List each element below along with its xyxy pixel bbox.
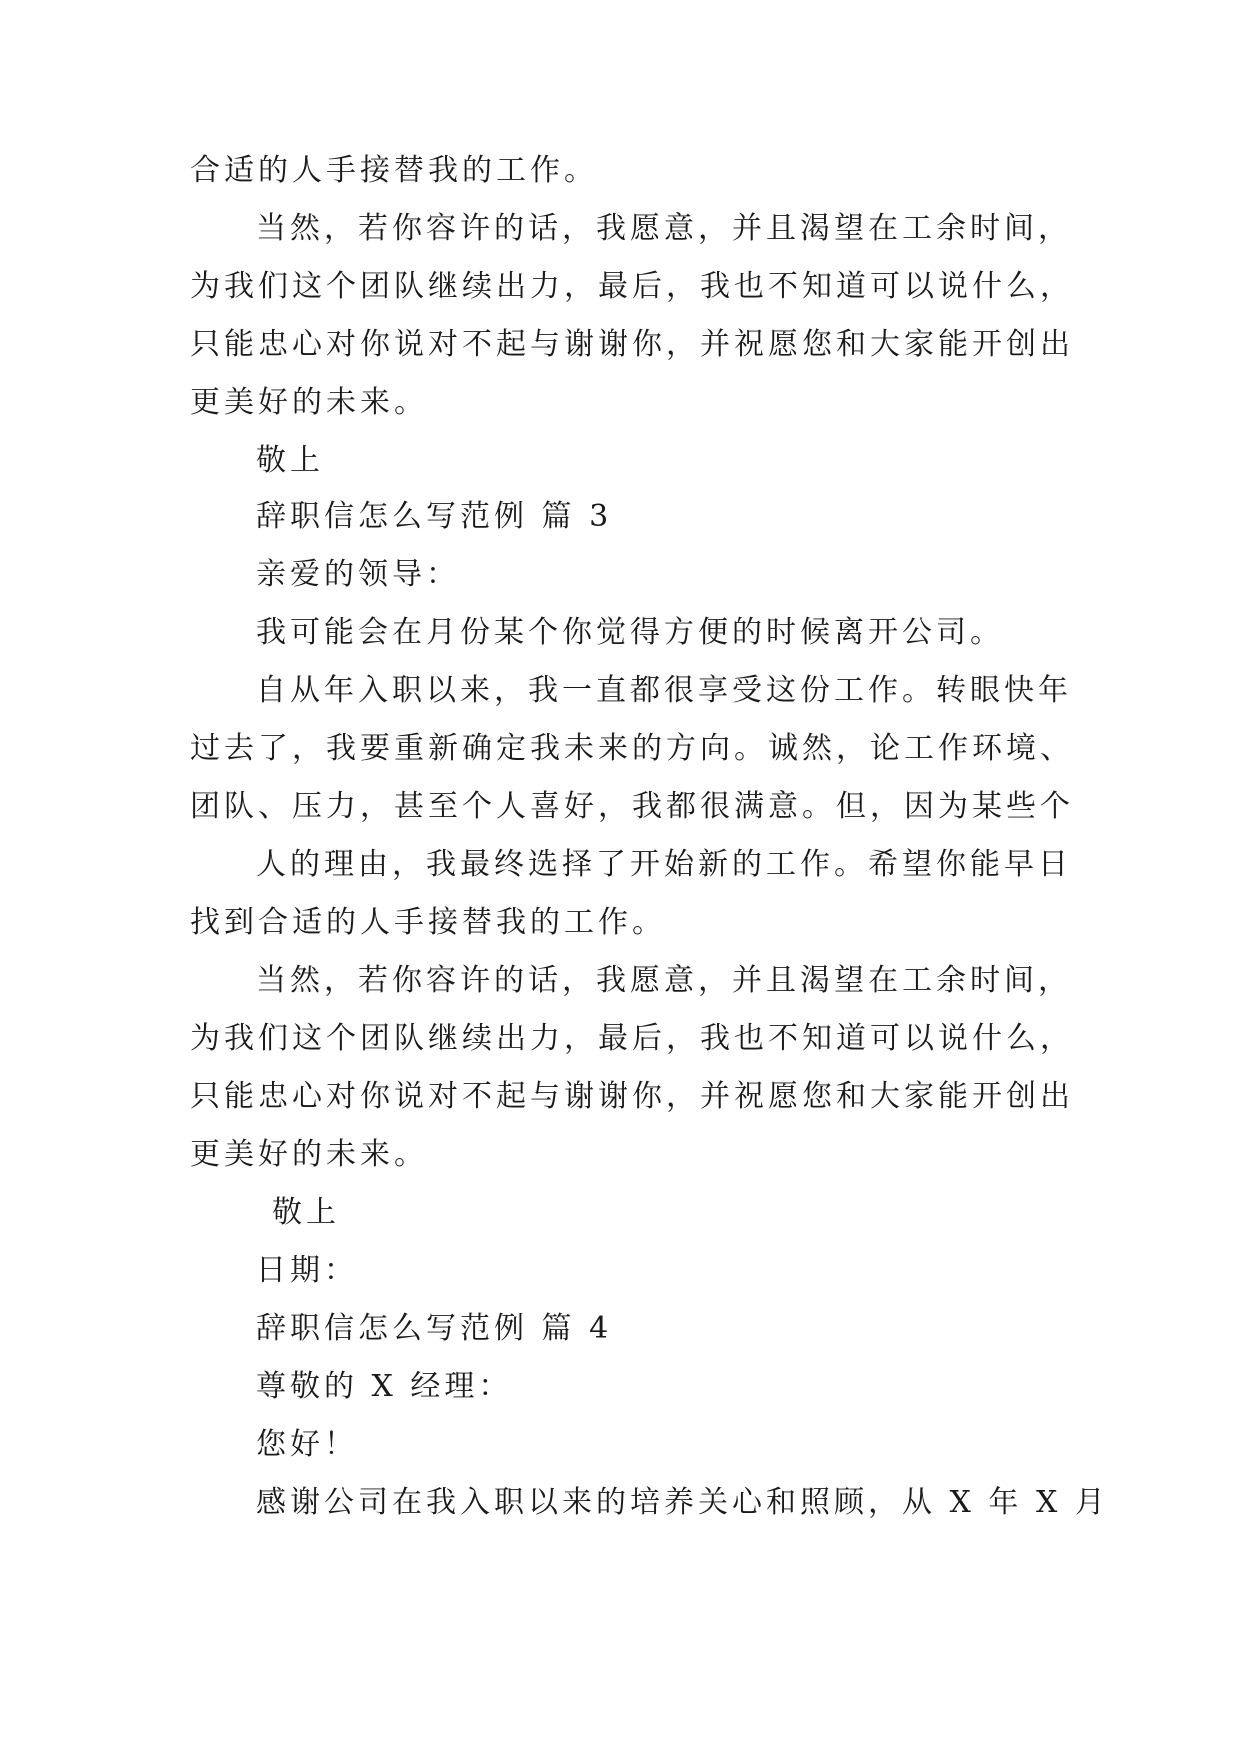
salutation: 尊敬的 X 经理： [256, 1369, 513, 1404]
paragraph-line: 当然，若你容许的话，我愿意，并且渴望在工余时间， [256, 963, 1072, 998]
paragraph-line: 合适的人手接替我的工作。 [190, 153, 598, 188]
salutation: 亲爱的领导： [256, 557, 460, 592]
paragraph-line: 只能忠心对你说对不起与谢谢你，并祝愿您和大家能开创出 [190, 1079, 1074, 1114]
section-heading: 辞职信怎么写范例 篇 4 [256, 1311, 613, 1346]
paragraph-line: 我可能会在月份某个你觉得方便的时候离开公司。 [256, 615, 1004, 650]
date-line: 日期： [256, 1253, 358, 1288]
greeting: 您好！ [256, 1427, 358, 1462]
paragraph-line: 当然，若你容许的话，我愿意，并且渴望在工余时间， [256, 211, 1072, 246]
paragraph-line: 为我们这个团队继续出力，最后，我也不知道可以说什么， [190, 269, 1074, 304]
closing-line: 敬上 [272, 1195, 340, 1230]
paragraph-line: 自从年入职以来，我一直都很享受这份工作。转眼快年 [256, 673, 1072, 708]
paragraph-line: 团队、压力，甚至个人喜好，我都很满意。但，因为某些个 [190, 789, 1074, 824]
closing-line: 敬上 [256, 443, 324, 478]
section-heading: 辞职信怎么写范例 篇 3 [256, 499, 613, 534]
paragraph-line: 感谢公司在我入职以来的培养关心和照顾，从 X 年 X 月 [256, 1485, 1109, 1520]
paragraph-line: 找到合适的人手接替我的工作。 [190, 905, 666, 940]
paragraph-line: 为我们这个团队继续出力，最后，我也不知道可以说什么， [190, 1021, 1074, 1056]
paragraph-line: 更美好的未来。 [190, 385, 428, 420]
paragraph-line: 过去了，我要重新确定我未来的方向。诚然，论工作环境、 [190, 731, 1074, 766]
paragraph-line: 人的理由，我最终选择了开始新的工作。希望你能早日 [256, 847, 1072, 882]
paragraph-line: 只能忠心对你说对不起与谢谢你，并祝愿您和大家能开创出 [190, 327, 1074, 362]
paragraph-line: 更美好的未来。 [190, 1137, 428, 1172]
